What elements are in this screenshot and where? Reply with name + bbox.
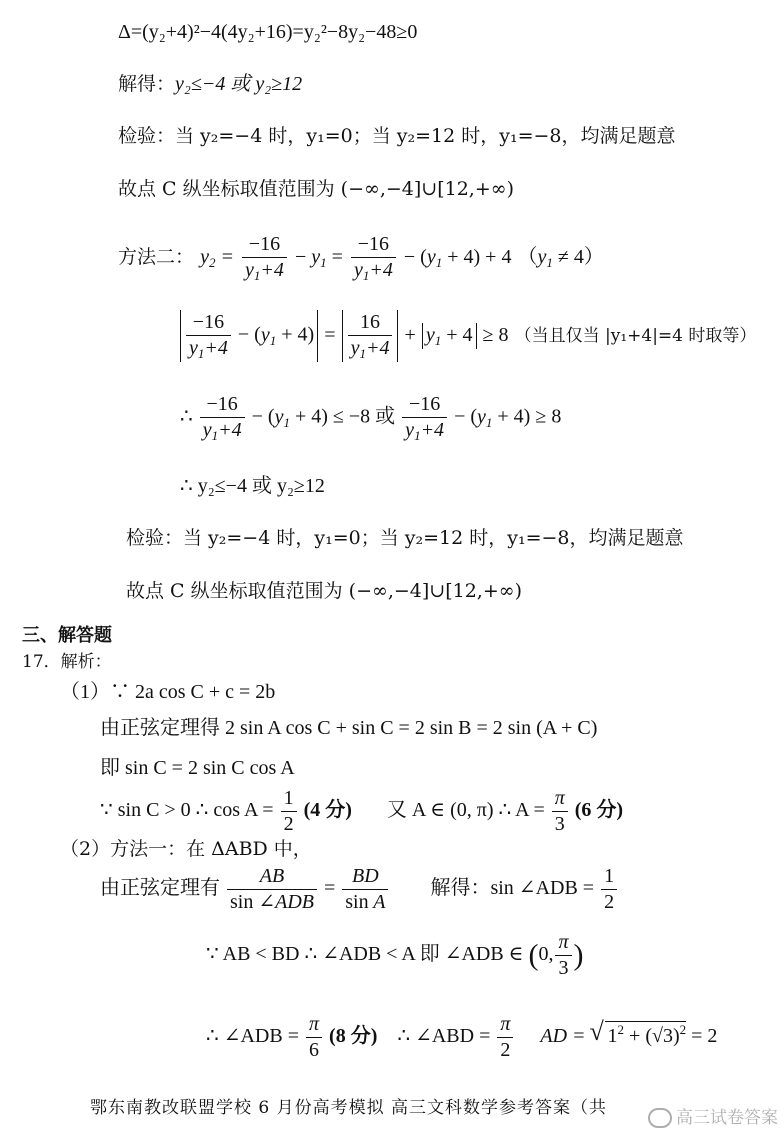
part1-result: ∵ sin C > 0 ∴ cos A = $\frac{1}{2}$ (4 分) 又 A ∈ (0, π) ∴ A = $\frac{\pi}{3}$ (6 分): [100, 787, 624, 835]
score-badge: (8 分): [329, 1025, 378, 1048]
part1-given: （1）∵ 2a cos C + c = 2b: [60, 681, 276, 703]
check-line-1: 检验：当 y₂=−4 时，y₁=0；当 y₂=12 时，y₁=−8，均满足题意: [118, 125, 676, 147]
part2-angle-range: ∵ AB < BD ∴ ∠ADB < A 即 ∠ADB ∈ (0, $\frac{\pi}{3}$ ): [206, 931, 584, 979]
score-badge: (4 分): [303, 799, 352, 822]
part2-intro: （2）方法一：在 ΔABD 中，: [60, 838, 312, 860]
equation-discriminant: Δ=(y₂+4)²−4(4y₂+16)=y₂²−8y₂−48≥0: [118, 21, 418, 43]
abs-inequality-line: $\frac{-16}{y_1+4}$ − $(y_1 + 4)$ = $\frac{16}{y_1+4}$ + $y_1 + 4 \ge 8$ （当且仅当 |y₁+4|=4 时取等）: [180, 310, 756, 362]
part2-law-of-sines: 由正弦定理有 AB sin ∠ADB = $\frac{BD}{\text{sin A}}$ 解得：sin ∠ADB = $\frac{1}{2}$: [100, 864, 619, 915]
problem-label: 17．解析：: [22, 652, 112, 672]
score-badge: (6 分): [574, 799, 624, 822]
part2-final: ∴ ∠ADB = $\frac{\pi}{6}$ (8 分) ∴ ∠ABD = $\frac{\pi}{2}$ AD = √ $1^2 + (√3)^2 = 2$: [206, 1012, 717, 1063]
therefore-y2-line: ∴ y₂≤−4 或 y₂≥12: [180, 475, 325, 497]
wechat-icon: [648, 1108, 672, 1128]
section-heading: 三、解答题: [22, 625, 112, 646]
part1-simplify: 即 sin C = 2 sin C cos A: [100, 757, 295, 779]
part1-law-of-sines: 由正弦定理得 2 sin A cos C + sin C = 2 sin B = 2 sin (A + C): [100, 717, 598, 739]
check-line-2: 检验：当 y₂=−4 时，y₁=0；当 y₂=12 时，y₁=−8，均满足题意: [126, 527, 684, 549]
solution-line: 解得：y₂≤−4 或 y₂≥12: [118, 73, 303, 95]
range-line-1: 故点 C 纵坐标取值范围为 (−∞,−4]∪[12,+∞): [118, 178, 514, 200]
watermark: 高三试卷答案: [648, 1103, 778, 1128]
range-line-2: 故点 C 纵坐标取值范围为 (−∞,−4]∪[12,+∞): [126, 580, 522, 602]
method-two-line: 方法二： $y_2$ = $\frac{-16}{y_1+4}$ − $y_1$ = $\frac{-16}{y_1+4}$ − $(y_1 + 4) + 4$ $(y_1 \ne 4)$: [118, 233, 604, 283]
page-footer: 鄂东南教改联盟学校 6 月份高考模拟 高三文科数学参考答案（共: [90, 1098, 608, 1118]
therefore-inequality-line: ∴ $\frac{-16}{y_1+4}$ − $(y_1 + 4) \le -8$ 或 $\frac{-16}{y_1+4}$ − $(y_1 + 4) \ge 8$: [180, 393, 562, 443]
